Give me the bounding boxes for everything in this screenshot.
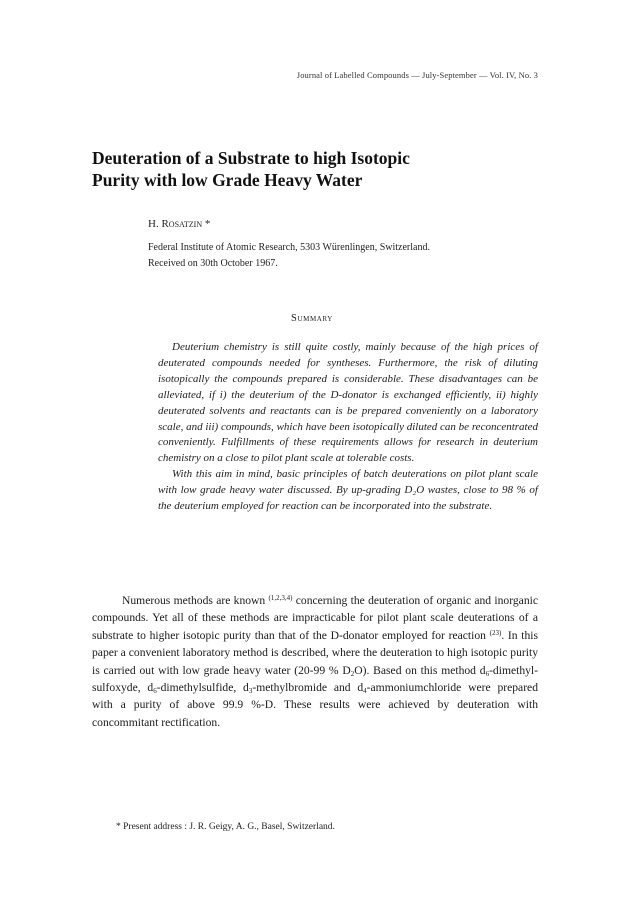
author-surname: Rosatzin (161, 218, 203, 230)
affiliation: Federal Institute of Atomic Research, 5303 Würenlingen, Switzerland. (148, 242, 430, 253)
author-footnote-mark: * (204, 218, 211, 230)
summary-heading: Summary (291, 313, 333, 324)
author-line (148, 218, 210, 230)
reference-2: (23) (489, 628, 502, 637)
author-initial: H. (148, 218, 159, 230)
body-text (92, 592, 538, 731)
article-title (92, 147, 552, 191)
summary-abstract (158, 340, 538, 515)
affiliation-block (148, 240, 430, 272)
footnote: * Present address : J. R. Geigy, A. G., Basel, Switzerland. (116, 822, 335, 832)
running-head: Journal of Labelled Compounds — July-September — Vol. IV, No. 3 (296, 70, 538, 80)
summary-paragraph-2: With this aim in mind, basic principles of batch deuterations on pilot plant scale with low grade heavy water discussed. By up-grading D₂O wastes, close to 98 % of the deuterium employed for reaction can be incorporated into the substrate. (158, 468, 538, 513)
title-line-1: Deuteration of a Substrate to high Isotopic (92, 148, 410, 168)
received-date: Received on 30th October 1967. (148, 258, 278, 269)
reference-1: (1,2,3,4) (268, 594, 293, 602)
summary-paragraph-1: Deuterium chemistry is still quite costly, mainly because of the high prices of deuterated compounds needed for syntheses. Furthermore, the risk of diluting isotopically the compounds prepared is considerable. These disadvantages can be alleviated, if i) the deuterium of the D-donator is exchanged efficiently, ii) highly deuterated solvents and reactants can is be prepared conveniently on a laboratory scale, and iii) compounds, which have been isotopically diluted can be reconcentrated conveniently. Fulfillments of these requirements allows for research in deuterium chemistry on a close to pilot plant scale at tolerable costs. (158, 341, 538, 465)
title-line-2: Purity with low Grade Heavy Water (92, 170, 363, 190)
body-paragraph: Numerous methods are known $^{(1,2,3,4)}$ concerning the deuteration of organic and inorganic compounds. Yet all of these methods are impracticable for pilot plant scale deuterations of a substrate to higher isotopic purity than that of the D-donator employed for reaction $^{(23)}$. In this paper a convenient laboratory method is described, where the deuteration to high isotopic purity is carried out with low grade heavy water (20-99 % $D_2O$). Based on this method $d_6-dimethyl$-sulfoxyde, $d_6$-dimethylsulfide, $d_3$-methylbromide and $d_4$-ammoniumchloride were prepared with a purity of above 99.9 %-D. These results were achieved by deuteration with concommitant rectification. (92, 594, 539, 729)
